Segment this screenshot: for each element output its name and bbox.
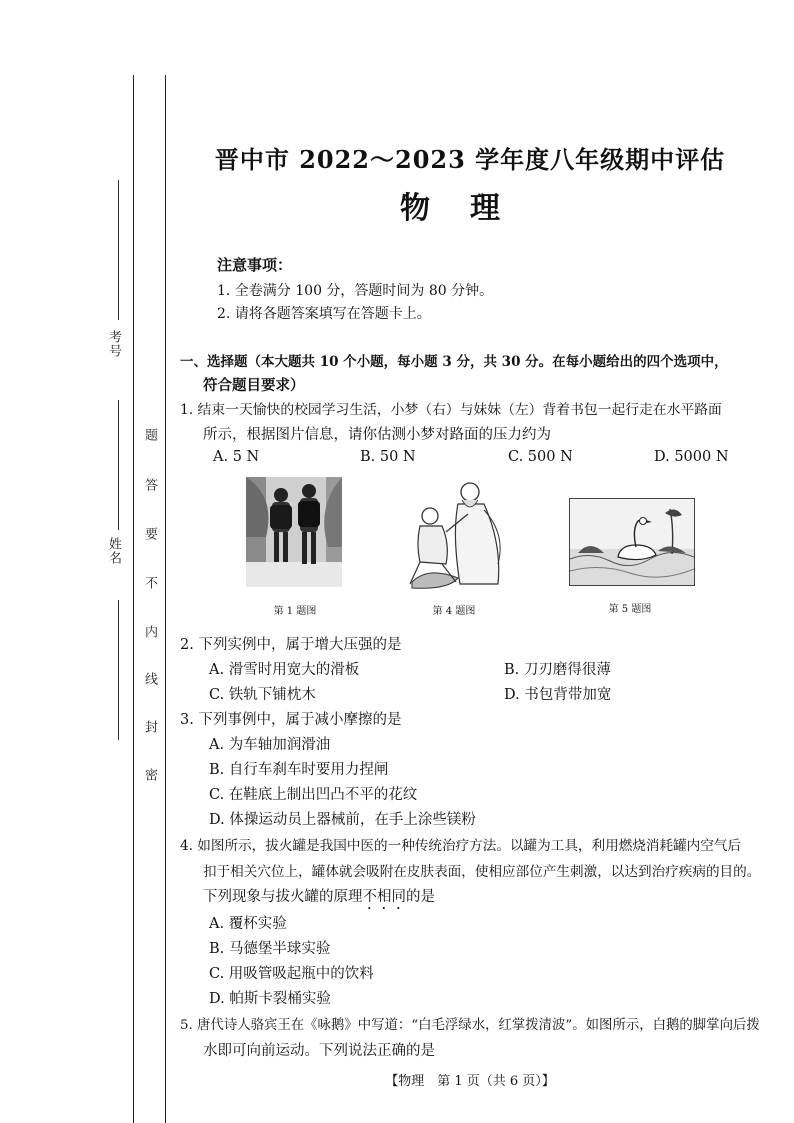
seal-char-1: 题 [142, 428, 157, 441]
figure-1-caption: 第 1 题图 [273, 606, 317, 617]
seal-char-3: 要 [142, 527, 157, 540]
seal-char-5: 内 [142, 625, 157, 638]
q4-line1: 4. 如图所示，拔火罐是我国中医的一种传统治疗方法。以罐为工具，利用燃烧消耗罐内空气后 [180, 838, 742, 854]
binding-line-inner [165, 75, 166, 1123]
name-blank-lower [118, 600, 119, 740]
q1-option-d: D. 5000 N [654, 449, 729, 465]
page-footer: 【物理 第 1 页（共 6 页）】 [385, 1074, 555, 1089]
q4-line3-part-c: 的是 [406, 889, 435, 905]
seal-char-8: 密 [142, 768, 157, 781]
q4-emphasis: 不相同 [362, 889, 406, 905]
seal-char-2: 答 [142, 478, 157, 491]
exam-no-blank [118, 180, 119, 320]
q1-line2: 所示，根据图片信息，请你估测小梦对路面的压力约为 [203, 427, 551, 443]
q1-option-c: C. 500 N [508, 449, 573, 465]
figure-1-children-walking [246, 477, 342, 587]
subject-title: 物理 [400, 191, 540, 226]
q4-option-b: B. 马德堡半球实验 [209, 941, 331, 957]
q1-option-a: A. 5 N [213, 449, 260, 465]
q4-option-a: A. 覆杯实验 [209, 916, 287, 932]
q2-option-c: C. 铁轨下铺枕木 [209, 687, 316, 703]
name-label: 姓名 [106, 537, 121, 565]
seal-char-7: 封 [142, 720, 157, 733]
q2-option-a: A. 滑雪时用宽大的滑板 [209, 662, 360, 678]
q3-option-a: A. 为车轴加润滑油 [209, 737, 331, 753]
section-title-line2: 符合题目要求） [203, 377, 305, 394]
binding-line-outer [133, 75, 134, 1123]
q3-option-d: D. 体操运动员上器械前，在手上涂些镁粉 [209, 812, 476, 828]
q4-line2: 扣于相关穴位上，罐体就会吸附在皮肤表面，使相应部位产生刺激，以达到治疗疾病的目的。 [203, 864, 761, 880]
exam-no-label: 考号 [106, 330, 121, 358]
q3-option-b: B. 自行车刹车时要用力捏闸 [209, 762, 389, 778]
q1-line1: 1. 结束一天愉快的校园学习生活，小梦（右）与妹妹（左）背着书包一起行走在水平路面 [180, 402, 722, 418]
notice-item-2: 2. 请将各题答案填写在答题卡上。 [217, 306, 431, 322]
q5-line1: 5. 唐代诗人骆宾王在《咏鹅》中写道：“白毛浮绿水，红掌拨清波”。如图所示，白鹅的脚掌向后拨 [180, 1018, 760, 1033]
q4-line3 [203, 885, 435, 913]
seal-char-6: 线 [142, 672, 157, 685]
notice-heading: 注意事项： [217, 256, 293, 274]
q1-option-b: B. 50 N [360, 449, 416, 465]
figure-5-caption: 第 5 题图 [608, 604, 652, 615]
q2-option-b: B. 刀刃磨得很薄 [504, 662, 611, 678]
q4-line3-part-a: 下列现象与拔火罐的原理 [203, 889, 363, 905]
q2-stem: 2. 下列实例中，属于增大压强的是 [180, 637, 402, 653]
notice-item-1: 1. 全卷满分 100 分，答题时间为 80 分钟。 [217, 283, 494, 299]
page-title: 晋中市 2022～2023 学年度八年级期中评估 [214, 145, 726, 174]
section-title-line1: 一、选择题（本大题共 10 个小题，每小题 3 分，共 30 分。在每小题给出的四个选项中， [180, 354, 728, 370]
name-blank [118, 400, 119, 530]
q2-option-d: D. 书包背带加宽 [504, 687, 612, 703]
q5-line2: 水即可向前运动。下列说法正确的是 [203, 1043, 435, 1059]
figure-4-cupping-scene [398, 474, 518, 592]
q3-option-c: C. 在鞋底上制出凹凸不平的花纹 [209, 787, 418, 803]
figure-4-caption: 第 4 题图 [432, 606, 476, 617]
q4-option-d: D. 帕斯卡裂桶实验 [209, 991, 331, 1007]
figure-5-goose-on-water [569, 498, 695, 586]
q4-option-c: C. 用吸管吸起瓶中的饮料 [209, 966, 374, 982]
seal-char-4: 不 [142, 576, 157, 589]
q3-stem: 3. 下列事例中，属于减小摩擦的是 [180, 712, 402, 728]
